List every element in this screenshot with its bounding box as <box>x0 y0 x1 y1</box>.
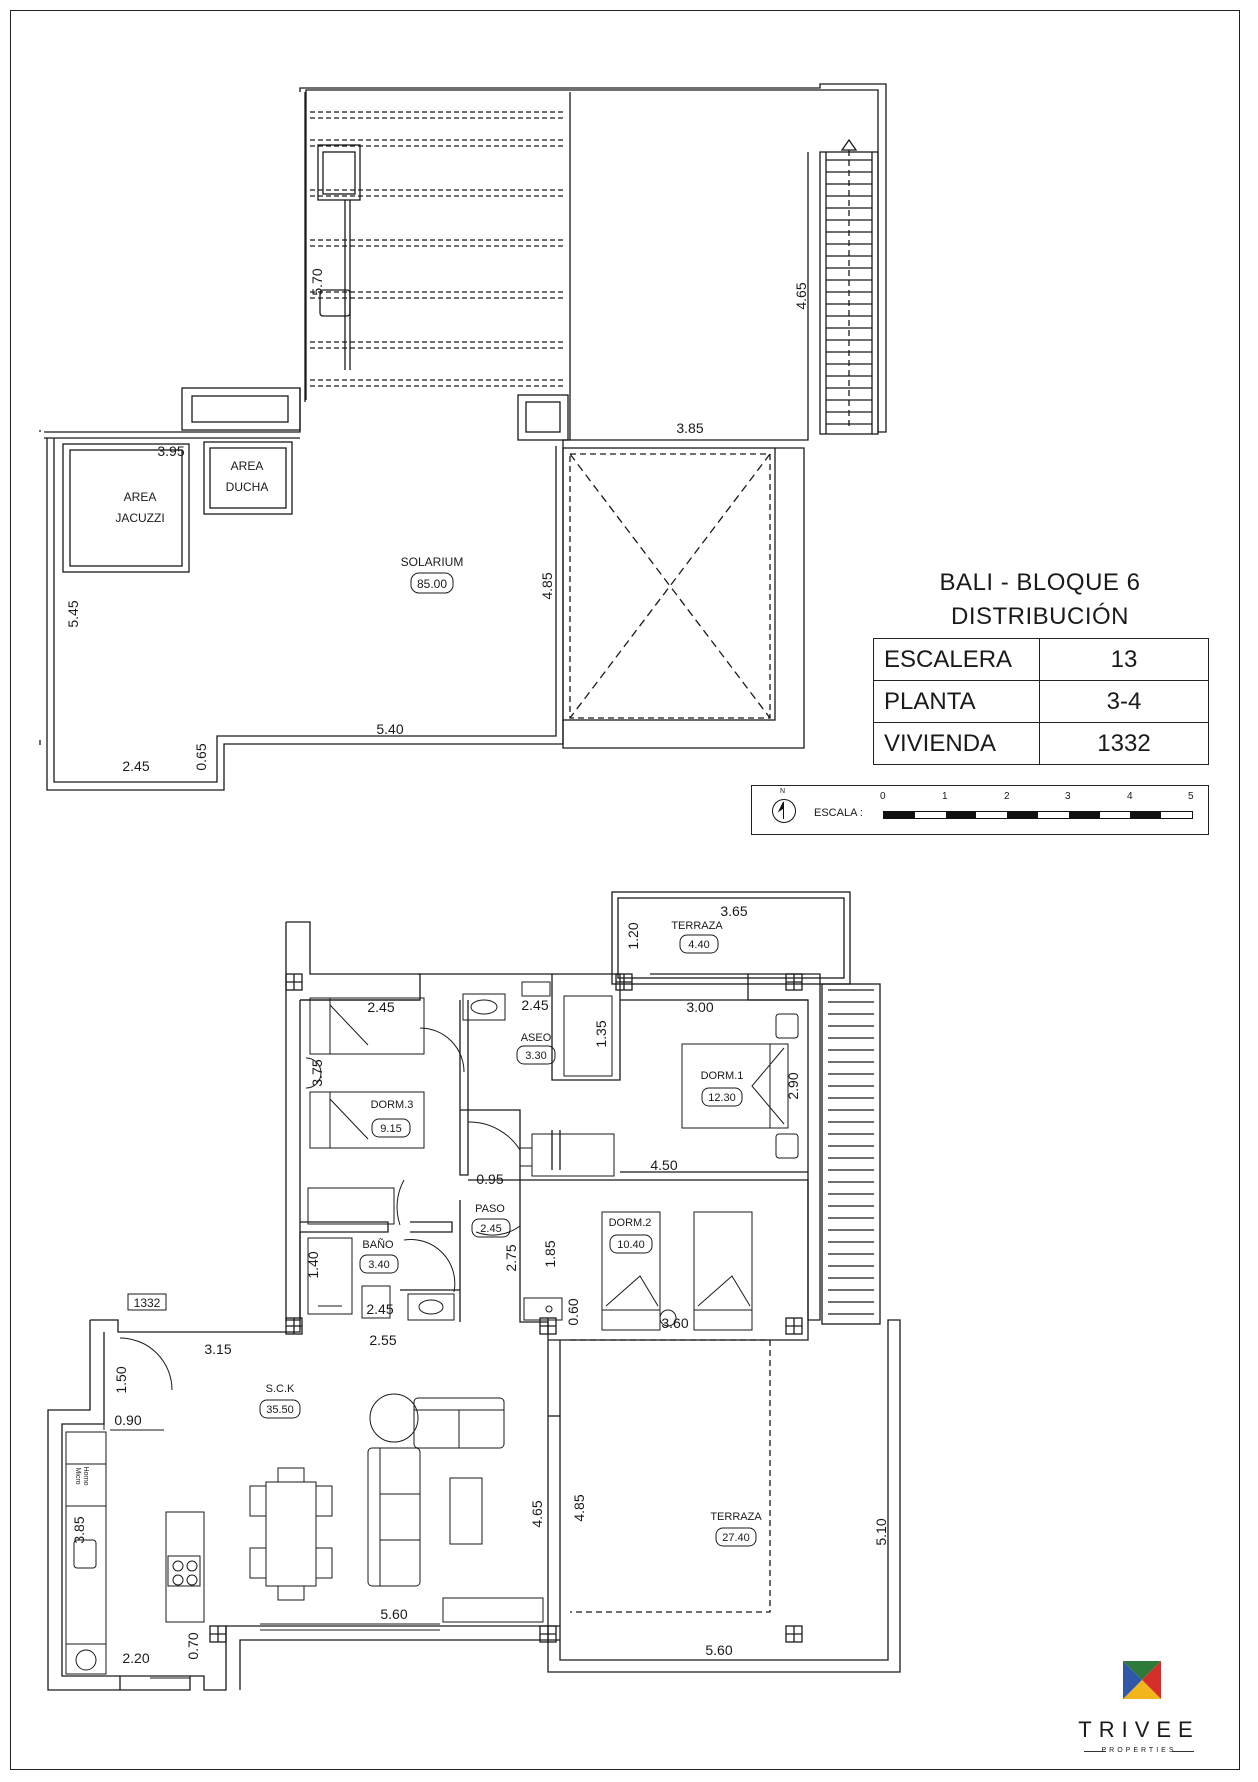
unit-number: 1332 <box>133 1296 161 1310</box>
aseo-area: 3.30 <box>525 1050 547 1062</box>
dim-275: 2.75 <box>503 1244 519 1272</box>
dim-365: 3.65 <box>720 903 748 919</box>
info-value: 3-4 <box>1040 681 1209 723</box>
terraza-small-area: 4.40 <box>688 939 710 951</box>
dim-upper-485: 4.85 <box>539 572 555 600</box>
scale-bar <box>883 811 1193 819</box>
ducha-label-1: AREA <box>230 459 264 473</box>
dim-upper-465: 4.65 <box>793 282 809 310</box>
jacuzzi-label-2: JACUZZI <box>115 511 165 525</box>
dim-upper-065: 0.65 <box>193 743 209 771</box>
scale-tick: 3 <box>1065 791 1071 802</box>
dim-560a: 5.60 <box>380 1606 408 1622</box>
plan-title <box>870 566 1210 634</box>
trivee-logo <box>1064 1655 1214 1765</box>
dorm1-label: DORM.1 <box>700 1070 744 1082</box>
dim-375: 3.75 <box>309 1059 325 1087</box>
dim-upper-245: 2.45 <box>122 758 150 774</box>
paso-area: 2.45 <box>480 1223 502 1235</box>
scale-tick: 5 <box>1188 791 1194 802</box>
info-row <box>874 639 1209 681</box>
dim-185: 1.85 <box>542 1240 558 1268</box>
terraza-large-area: 27.40 <box>722 1532 750 1544</box>
dim-315: 3.15 <box>204 1341 232 1357</box>
aseo-label: ASEO <box>520 1032 552 1044</box>
info-key: ESCALERA <box>874 639 1040 681</box>
north-label: N <box>780 788 786 795</box>
ducha-label-2: DUCHA <box>225 480 269 494</box>
dorm3-area: 9.15 <box>380 1123 402 1135</box>
paso-label: PASO <box>475 1203 505 1215</box>
dim-510: 5.10 <box>873 1518 889 1546</box>
dorm3-label: DORM.3 <box>370 1099 414 1111</box>
scale-tick: 4 <box>1127 791 1133 802</box>
logo-rule-right <box>1172 1751 1194 1752</box>
solarium-label: SOLARIUM <box>400 555 464 569</box>
dim-upper-545: 5.45 <box>65 600 81 628</box>
dim-upper-395: 3.95 <box>157 443 185 459</box>
dim-360: 3.60 <box>661 1315 689 1331</box>
info-row <box>874 681 1209 723</box>
dorm1-area: 12.30 <box>708 1092 736 1104</box>
dorm2-label: DORM.2 <box>608 1217 652 1229</box>
dim-290: 2.90 <box>785 1072 801 1100</box>
dim-245b: 2.45 <box>521 997 549 1013</box>
dim-300: 3.00 <box>686 999 714 1015</box>
dim-450: 4.50 <box>650 1157 678 1173</box>
upper-floor-dimensions <box>65 268 809 774</box>
unit-tag <box>128 1294 166 1310</box>
jacuzzi-label-1: AREA <box>123 490 157 504</box>
info-key: VIVIENDA <box>874 723 1040 765</box>
lower-floor-dimensions <box>71 903 889 1666</box>
dim-220: 2.20 <box>122 1650 150 1666</box>
scale-tick: 1 <box>942 791 948 802</box>
terraza-large-label: TERRAZA <box>710 1511 762 1523</box>
scale-tick: 2 <box>1004 791 1010 802</box>
dim-060: 0.60 <box>565 1298 581 1326</box>
terraza-small-label: TERRAZA <box>671 920 723 932</box>
upper-floor-labels <box>115 459 463 593</box>
solarium-area: 85.00 <box>416 577 448 591</box>
dim-upper-385: 3.85 <box>676 420 704 436</box>
horno-label: Horno <box>82 1466 89 1486</box>
scale-box <box>751 785 1209 835</box>
dim-255: 2.55 <box>369 1332 397 1348</box>
dim-150: 1.50 <box>113 1366 129 1394</box>
upper-floor-walls <box>40 84 886 790</box>
dim-135: 1.35 <box>593 1020 609 1048</box>
dim-070: 0.70 <box>185 1632 201 1660</box>
trivee-logo-icon <box>1123 1661 1161 1699</box>
dim-245a: 2.45 <box>367 999 395 1015</box>
dim-upper-570: 5.70 <box>309 268 325 296</box>
bano-label: BAÑO <box>362 1239 394 1251</box>
dim-upper-540: 5.40 <box>376 721 404 737</box>
north-arrow-icon <box>772 799 796 823</box>
dim-485: 4.85 <box>571 1494 587 1522</box>
scale-tick: 0 <box>880 791 886 802</box>
micro-label: Micro <box>74 1467 81 1485</box>
bano-area: 3.40 <box>368 1259 390 1271</box>
dim-245c: 2.45 <box>366 1301 394 1317</box>
logo-sub: PROPERTIES <box>1101 1747 1177 1754</box>
sck-label: S.C.K <box>265 1383 295 1395</box>
dim-385: 3.85 <box>71 1516 87 1544</box>
info-table <box>873 638 1209 765</box>
info-value: 1332 <box>1040 723 1209 765</box>
title-line-2: DISTRIBUCIÓN <box>950 603 1129 630</box>
info-key: PLANTA <box>874 681 1040 723</box>
dim-560b: 5.60 <box>705 1642 733 1658</box>
info-row <box>874 723 1209 765</box>
info-value: 13 <box>1040 639 1209 681</box>
dim-140: 1.40 <box>305 1251 321 1279</box>
dim-120: 1.20 <box>625 922 641 950</box>
sck-area: 35.50 <box>266 1404 294 1416</box>
logo-name: TRIVEE <box>1078 1717 1200 1742</box>
title-line-1: BALI - BLOQUE 6 <box>939 569 1141 596</box>
dorm2-area: 10.40 <box>617 1239 645 1251</box>
micro-horno-label <box>74 1466 89 1485</box>
dim-090: 0.90 <box>114 1412 142 1428</box>
dim-465: 4.65 <box>529 1500 545 1528</box>
dim-095: 0.95 <box>476 1171 504 1187</box>
scale-label: ESCALA : <box>814 807 863 819</box>
